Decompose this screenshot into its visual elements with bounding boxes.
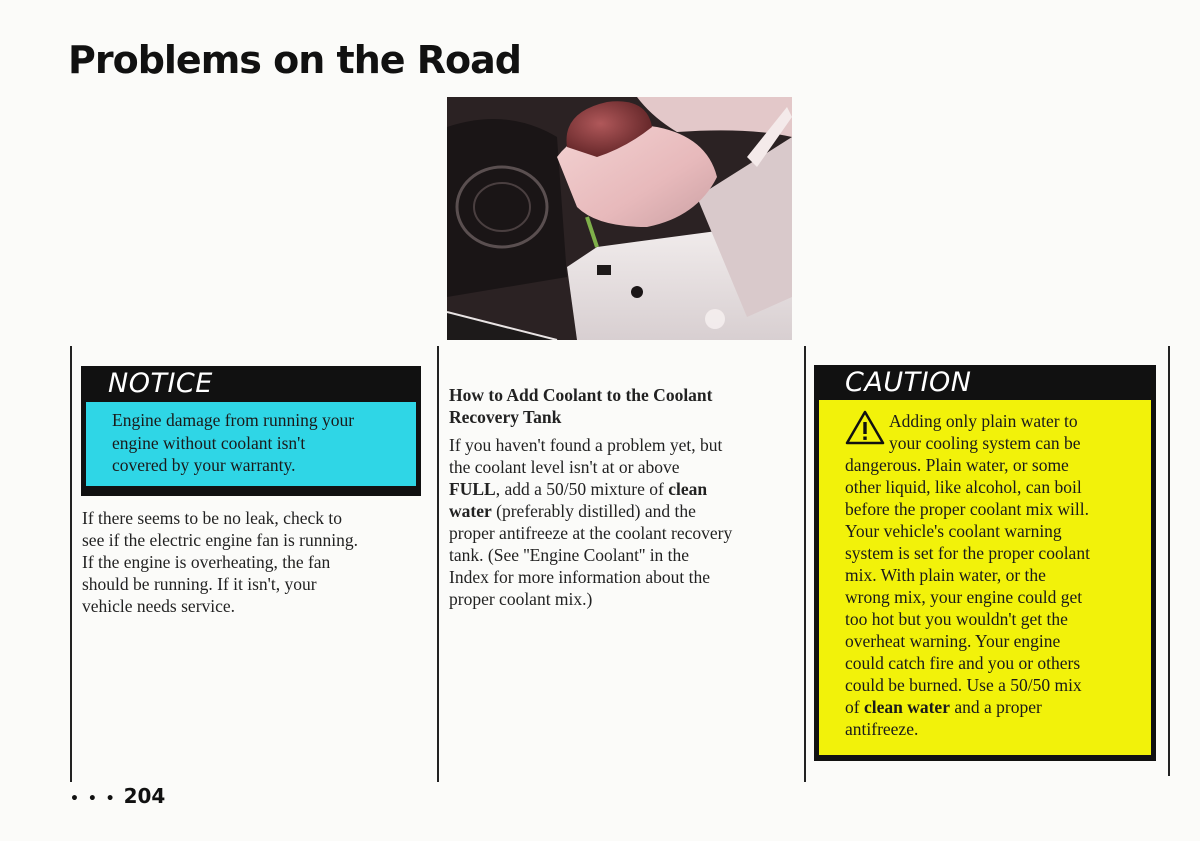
caution-line: could catch fire and you or others xyxy=(845,653,1081,673)
paragraph-line: vehicle needs service. xyxy=(82,596,236,616)
caution-line: wrong mix, your engine could get xyxy=(845,587,1083,607)
notice-line: Engine damage from running your xyxy=(112,410,355,430)
paragraph-line xyxy=(449,478,732,500)
section-heading-line: Recovery Tank xyxy=(449,407,562,427)
caution-line: could be burned. Use a 50/50 mix xyxy=(845,675,1082,695)
paragraph-line: proper antifreeze at the coolant recovery xyxy=(449,523,733,543)
paragraph-fragment: , add a 50/50 mixture of xyxy=(495,479,669,499)
paragraph-fragment: (preferably distilled) and the xyxy=(491,501,696,521)
page-title: Problems on the Road xyxy=(68,38,521,82)
paragraph-line: Index for more information about the xyxy=(449,567,710,587)
emphasis-full: FULL xyxy=(449,479,496,499)
caution-fragment: and a proper xyxy=(949,697,1042,717)
coolant-pouring-photo xyxy=(447,97,792,340)
notice-header: NOTICE xyxy=(108,368,213,399)
column-rule-far-right xyxy=(1168,346,1170,776)
caution-line: Your vehicle's coolant warning xyxy=(845,521,1062,541)
caution-line: other liquid, like alcohol, can boil xyxy=(845,477,1082,497)
caution-line: before the proper coolant mix will. xyxy=(845,499,1089,519)
notice-line: covered by your warranty. xyxy=(112,455,296,475)
emphasis-clean: clean xyxy=(668,479,708,499)
column-rule-right xyxy=(804,346,806,782)
middle-column-text xyxy=(449,384,732,610)
caution-header: CAUTION xyxy=(845,367,972,398)
paragraph-line: proper coolant mix.) xyxy=(449,589,593,609)
caution-line: system is set for the proper coolant xyxy=(845,543,1090,563)
notice-body xyxy=(86,402,416,486)
page-number-value: 204 xyxy=(123,784,166,808)
notice-line: engine without coolant isn't xyxy=(112,432,306,453)
caution-body xyxy=(819,400,1151,755)
caution-line: dangerous. Plain water, or some xyxy=(845,455,1069,475)
column-rule-middle xyxy=(437,346,439,782)
caution-box xyxy=(814,365,1156,761)
caution-line xyxy=(845,696,1141,718)
notice-box xyxy=(81,366,421,496)
paragraph-line: tank. (See ''Engine Coolant'' in the xyxy=(449,545,690,565)
emphasis-water: water xyxy=(449,501,492,521)
caution-line: antifreeze. xyxy=(845,719,919,739)
paragraph-line xyxy=(449,500,732,522)
section-heading-line: How to Add Coolant to the Coolant xyxy=(449,385,713,405)
section-heading xyxy=(449,384,732,428)
caution-line: mix. With plain water, or the xyxy=(845,565,1046,585)
paragraph-line: see if the electric engine fan is running. xyxy=(82,530,359,550)
paragraph-line: should be running. If it isn't, your xyxy=(82,574,317,594)
paragraph-line: If the engine is overheating, the fan xyxy=(82,552,331,572)
warning-triangle-icon xyxy=(845,410,885,446)
paragraph-line: If you haven't found a problem yet, but xyxy=(449,435,723,455)
page-number-dots: • • • xyxy=(70,791,117,807)
left-column-text xyxy=(82,507,358,617)
caution-line: your cooling system can be xyxy=(889,433,1081,453)
paragraph-line: the coolant level isn't at or above xyxy=(449,457,680,477)
paragraph-line: If there seems to be no leak, check to xyxy=(82,508,342,528)
caution-line: too hot but you wouldn't get the xyxy=(845,609,1068,629)
caution-line: overheat warning. Your engine xyxy=(845,631,1061,651)
column-rule-left xyxy=(70,346,72,782)
caution-fragment: of xyxy=(845,697,864,717)
caution-line: Adding only plain water to xyxy=(889,411,1078,431)
page-number xyxy=(70,784,165,808)
emphasis-clean-water: clean water xyxy=(863,697,950,717)
